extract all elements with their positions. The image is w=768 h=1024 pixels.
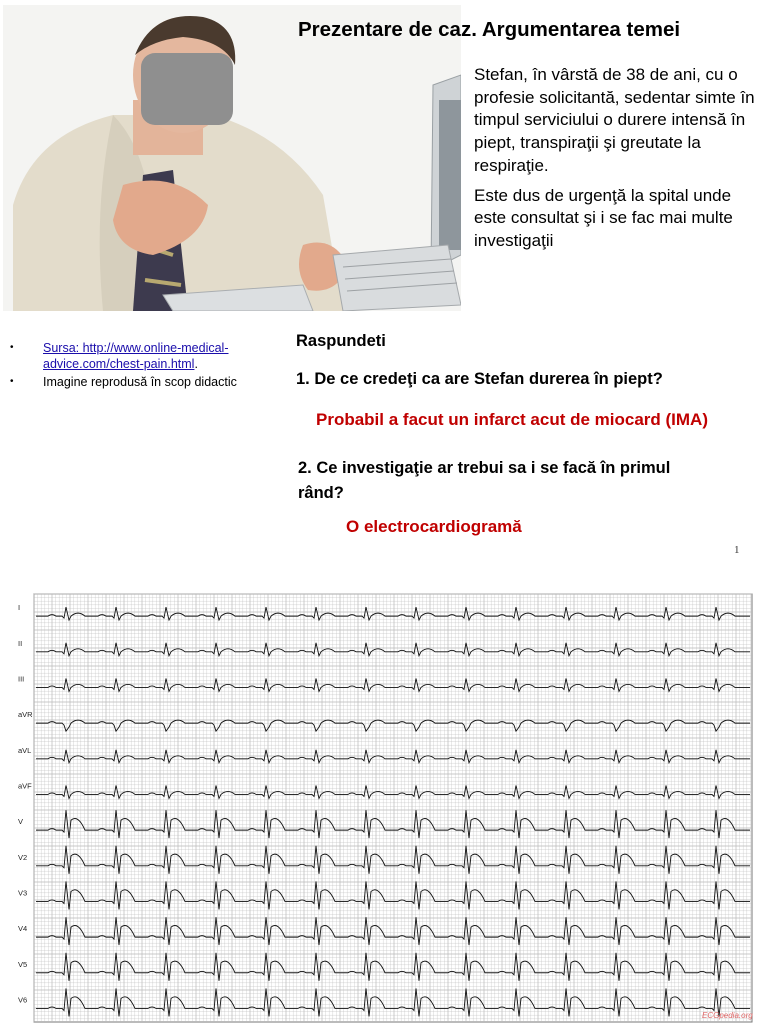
intro-paragraph: Este dus de urgenţă la spital unde este consultat şi i se fac mai multe investigaţii	[474, 185, 733, 250]
link-suffix: .	[194, 357, 198, 371]
source-list	[8, 340, 278, 392]
case-description	[474, 64, 766, 260]
chest-pain-photo	[3, 5, 461, 311]
ecg-lead-label: I	[18, 603, 21, 613]
ecg-lead-label: V	[18, 817, 24, 827]
ecg-lead-label: III	[18, 674, 25, 684]
ecg-watermark: ECGpedia.org	[702, 1011, 753, 1020]
source-note: Imagine reprodusă în scop didactic	[43, 375, 237, 389]
ecg-lead-label: V2	[18, 852, 28, 862]
bullet-icon: •	[10, 376, 14, 387]
intro-paragraph: Stefan, în vârstă de 38 de ani, cu o profesie solicitantă, sedentar simte în timpul serviciului o durere intensă în piept, transpiraţii şi greutate la respiraţie.	[474, 65, 755, 175]
answer-1: Probabil a facut un infarct acut de miocard (IMA)	[316, 410, 708, 429]
page-number: 1	[734, 544, 740, 556]
ecg-lead-label: aVR	[18, 710, 33, 720]
answer-2: O electrocardiogramă	[346, 517, 522, 536]
question-2: 2. Ce investigaţie ar trebui sa i se facă în primul rând?	[298, 459, 671, 502]
ecg-lead-label: II	[18, 638, 23, 648]
ecg-lead-label: V4	[18, 924, 28, 934]
ecg-lead-label: aVF	[18, 781, 32, 791]
question-1: 1. De ce credeţi ca are Stefan durerea în piept?	[296, 370, 663, 388]
bullet-icon: •	[10, 342, 14, 353]
source-list-item	[8, 340, 278, 372]
face-blur	[141, 53, 233, 125]
source-link[interactable]: Sursa: http://www.online-medical-advice.com/chest-pain.html	[43, 341, 229, 371]
questions-heading: Raspundeti	[296, 332, 386, 350]
ecg-lead-label: V5	[18, 959, 28, 969]
source-list-item	[8, 374, 278, 390]
ecg-lead-label: aVL	[18, 745, 32, 755]
chest-pain-illustration	[3, 5, 461, 311]
slide-title: Prezentare de caz. Argumentarea temei	[298, 18, 681, 41]
ecg-strip	[0, 588, 768, 1024]
ecg-lead-label: V3	[18, 888, 28, 898]
ecg-lead-label: V6	[18, 995, 28, 1005]
